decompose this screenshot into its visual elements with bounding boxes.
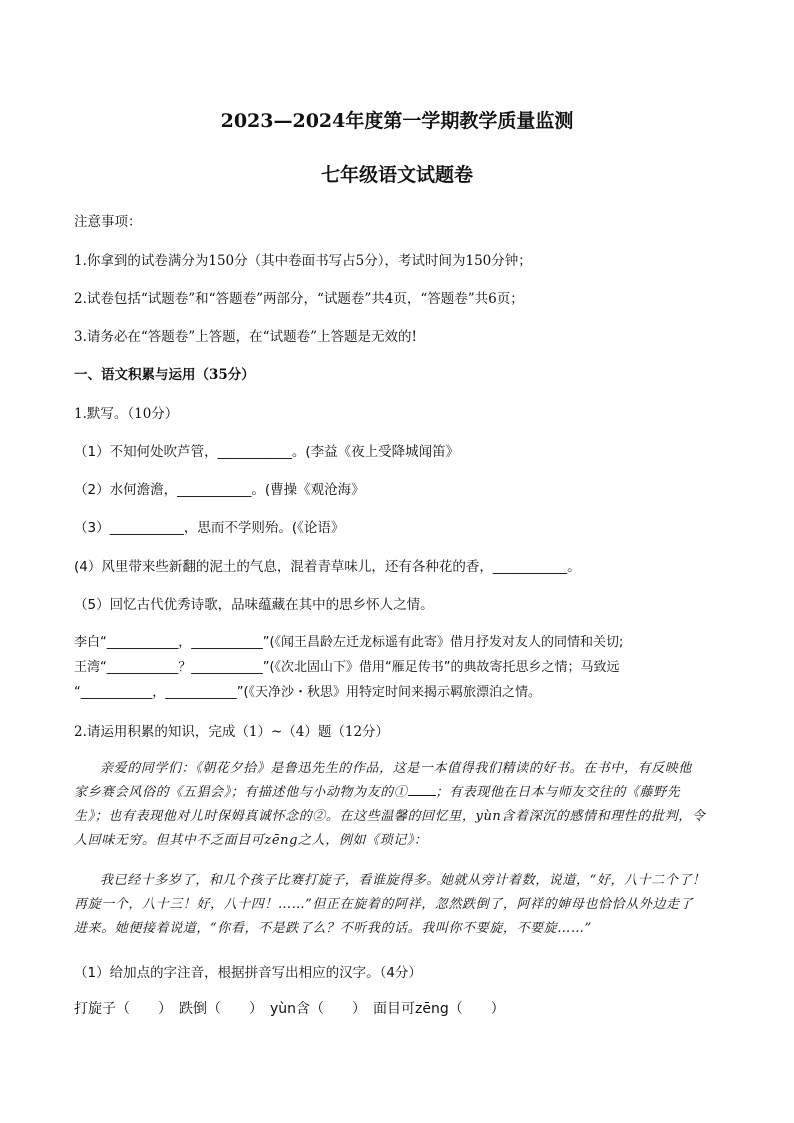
exam-title: 2023—2024年度第一学期教学质量监测 [220,110,574,132]
passage-paragraph-2 [74,869,724,941]
poem-line-1: 李白“___________，___________”(《闻王昌龄左迁龙标遥有此寄》借月抒发对友人的同情和关切; [74,635,624,650]
question-1-item-3: （3）___________，思而不学则殆。(《论语》 [74,520,345,536]
notice-item-3: 3.请务必在“答题卷”上答题，在“试题卷”上答题是无效的! [74,329,417,345]
notice-item-1: 1.你拿到的试卷满分为150分（其中卷面书写占5分），考试时间为150分钟； [74,253,532,269]
notice-heading: 注意事项： [74,214,142,230]
passage-line: 我已经十多岁了，和几个孩子比赛打旋子，看谁旋得多。她就从旁计着数，说道，“好，八十二个了！ [100,873,706,888]
passage-line: 生》；也有表现他对儿时保姆真诚怀念的②。在这些温馨的回忆里，yùn含着深沉的感情和理性的批判，令 [74,809,706,824]
poem-line-2: 王湾“___________？___________”(《次北固山下》借用“雁足传书”的典故寄托思乡之情；马致远 [74,660,620,675]
question-1-item-2: （2）水何澹澹，___________。(曹操《观沧海》 [74,482,365,498]
sub-question-1-items: 打旋子（ ） 跌倒（ ） yùn含（ ） 面目可zēng（ ） [74,1001,505,1017]
notice-item-2: 2.试卷包括“试题卷”和“答题卷”两部分，“试题卷”共4页，“答题卷”共6页； [74,291,524,307]
passage-line: 家乡赛会风俗的《五猖会》；有描述他与小动物为友的① [74,785,408,800]
question-2-label: 2.请运用积累的知识，完成（1）~（4）题（12分） [74,724,390,740]
poem-line-3: “___________，___________”(《天净沙・秋思》用特定时间来揭示羁旅漂泊之情。 [74,685,542,700]
passage-line: 亲爱的同学们：《朝花夕拾》是鲁迅先生的作品，这是一本值得我们精读的好书。在书中，有反映他 [100,761,692,776]
passage-line: 人回味无穷。但其中不乏面目可zēng之人，例如《琐记》： [74,833,428,848]
question-1-item-5: （5）回忆古代优秀诗歌，品味蕴藏在其中的思乡怀人之情。 [74,597,434,613]
question-1-label: 1.默写。（10分） [74,406,179,422]
section-heading: 一、语文积累与运用（35分） [74,367,255,383]
passage-line: 进来。她便接着说道，“你看，不是跌了么？不听我的话。我叫你不要旋，不要旋……” [74,921,592,936]
passage-line: ；有表现他在日本与师友交往的《藤野先 [435,785,681,800]
sub-question-1-label: （1）给加点的字注音，根据拼音写出相应的汉字。（4分） [74,965,422,981]
question-1-item-1: （1）不知何处吹芦管，___________。(李益《夜上受降城闻笛》 [74,444,460,460]
passage-line: 再旋一个，八十三！好，八十四！……”但正在旋着的阿祥，忽然跌倒了，阿祥的婶母也恰恰从外边走了 [74,897,694,912]
answer-blank [408,782,436,796]
exam-subtitle: 七年级语文试题卷 [320,164,473,186]
passage-paragraph-1 [74,757,724,853]
question-1-item-4: (4）风里带来些新翻的泥土的气息，混着青草味儿，还有各种花的香，___________。 [74,559,581,575]
